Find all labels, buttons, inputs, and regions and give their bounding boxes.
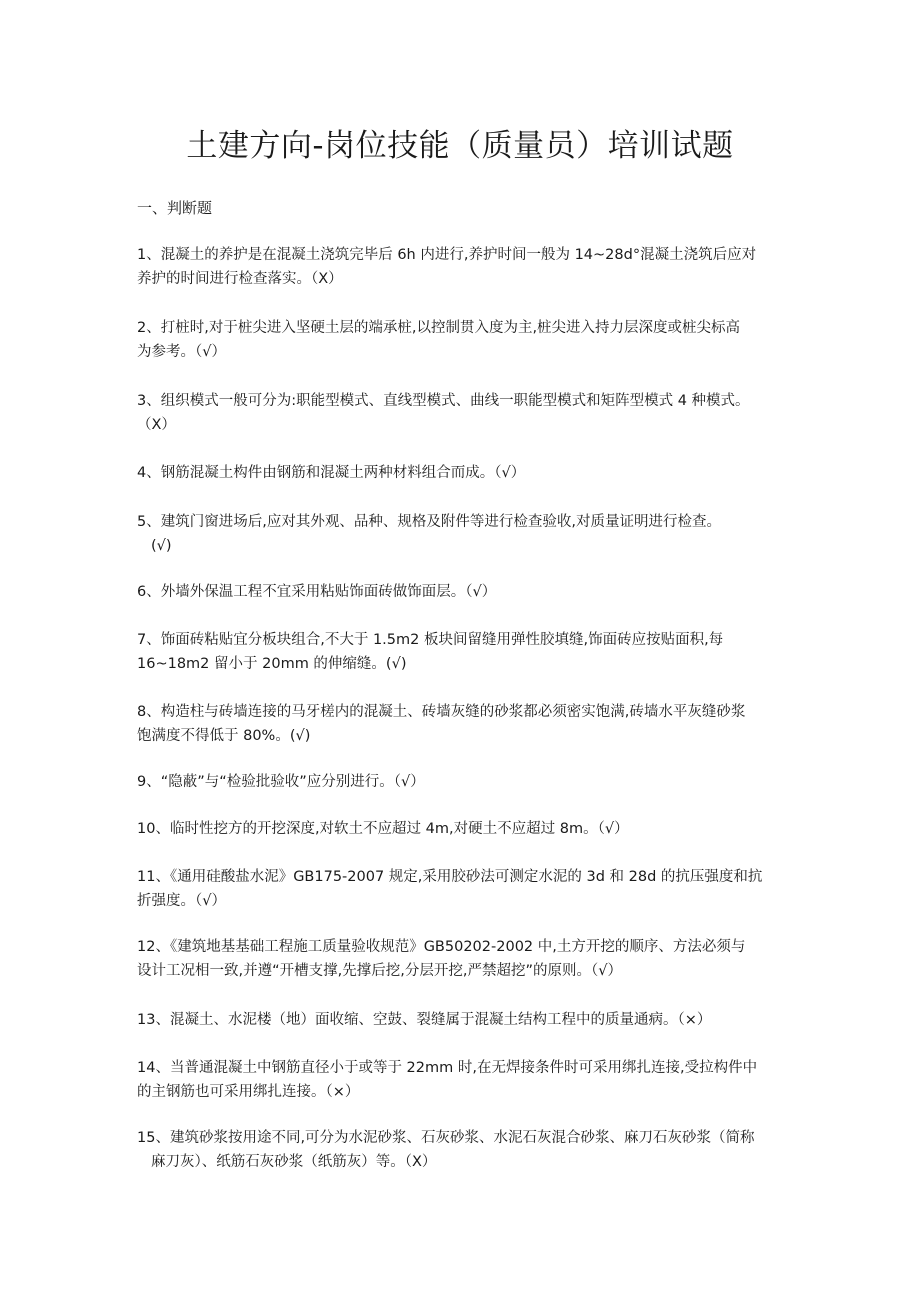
question-item	[137, 770, 797, 794]
question-line: 3、组织模式一般可分为:职能型模式、直线型模式、曲线一职能型模式和矩阵型模式 4 种模式。	[137, 393, 750, 409]
question-item	[137, 243, 797, 291]
question-item	[137, 1056, 797, 1104]
question-line: 麻刀灰）、纸筋石灰砂浆（纸筋灰）等。（X）	[151, 1154, 437, 1170]
question-line: 设计工况相一致,并遵“开槽支撑,先撑后挖,分层开挖,严禁超挖”的原则。（√）	[137, 963, 622, 979]
question-item	[137, 817, 797, 841]
question-item	[137, 389, 797, 437]
question-line: 9、“隐蔽”与“检验批验收”应分别进行。（√）	[137, 774, 425, 790]
question-line: 7、饰面砖粘贴宜分板块组合,不大于 1.5m2 板块间留缝用弹性胶填缝,饰面砖应按贴面积,每	[137, 632, 724, 648]
question-line: 4、钢筋混凝土构件由钢筋和混凝土两种材料组合而成。（√）	[137, 465, 526, 481]
question-item	[137, 510, 797, 558]
document-title: 土建方向-岗位技能（质量员）培训试题	[186, 128, 734, 164]
question-item	[137, 1008, 797, 1032]
question-line: 饱满度不得低于 80%。(√)	[137, 728, 311, 744]
question-item	[137, 580, 797, 604]
question-line: 1、混凝土的养护是在混凝土浇筑完毕后 6h 内进行,养护时间一般为 14~28d°混凝土浇筑后应对	[137, 247, 757, 263]
question-line: 5、建筑门窗进场后,应对其外观、品种、规格及附件等进行检查验收,对质量证明进行检查。	[137, 514, 721, 530]
question-line: 折强度。（√）	[137, 893, 226, 909]
question-line: 的主钢筋也可采用绑扎连接。（×）	[137, 1084, 360, 1100]
question-line: 15、建筑砂浆按用途不同,可分为水泥砂浆、石灰砂浆、水泥石灰混合砂浆、麻刀石灰砂浆（简称	[137, 1130, 755, 1146]
question-line: （X）	[137, 417, 176, 433]
question-line: 6、外墙外保温工程不宜采用粘贴饰面砖做饰面层。（√）	[137, 584, 497, 600]
question-line: 11、《通用硅酸盐水泥》GB175-2007 规定,采用胶砂法可测定水泥的 3d 和 28d 的抗压强度和抗	[137, 869, 763, 885]
question-line: 8、构造柱与砖墙连接的马牙槎内的混凝土、砖墙灰缝的砂浆都必须密实饱满,砖墙水平灰缝砂浆	[137, 704, 746, 720]
question-line: 14、当普通混凝土中钢筋直径小于或等于 22mm 时,在无焊接条件时可采用绑扎连接,受拉构件中	[137, 1060, 758, 1076]
question-item	[137, 461, 797, 485]
question-line: 16~18m2 留小于 20mm 的伸缩缝。(√)	[137, 656, 407, 672]
question-item	[137, 316, 797, 364]
question-line: (√)	[151, 538, 172, 554]
section-heading: 一、判断题	[137, 199, 213, 217]
question-line: 12、《建筑地基基础工程施工质量验收规范》GB50202-2002 中,土方开挖的顺序、方法必须与	[137, 939, 746, 955]
question-item	[137, 1126, 797, 1174]
question-line: 10、临时性挖方的开挖深度,对软土不应超过 4m,对硬土不应超过 8m。（√）	[137, 821, 629, 837]
question-line: 为参考。（√）	[137, 344, 226, 360]
question-line: 养护的时间进行检查落实。（X）	[137, 271, 343, 287]
question-item	[137, 700, 797, 748]
question-item	[137, 865, 797, 913]
question-line: 13、混凝土、水泥楼（地）面收缩、空鼓、裂缝属于混凝土结构工程中的质量通病。（×）	[137, 1012, 712, 1028]
question-item	[137, 628, 797, 676]
question-item	[137, 935, 797, 983]
question-line: 2、打桩时,对于桩尖进入坚硬土层的端承桩,以控制贯入度为主,桩尖进入持力层深度或桩尖标高	[137, 320, 741, 336]
